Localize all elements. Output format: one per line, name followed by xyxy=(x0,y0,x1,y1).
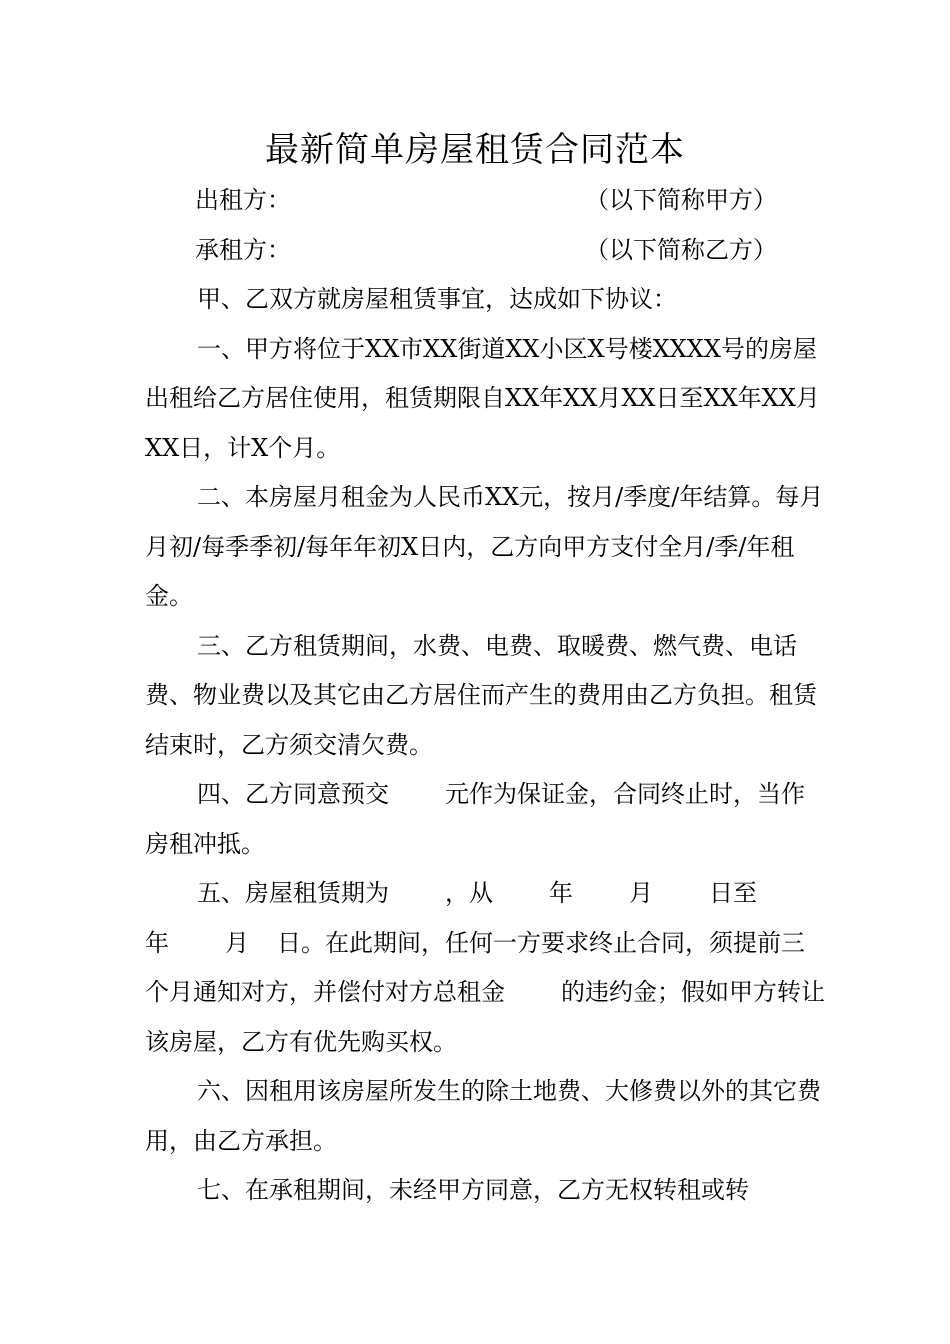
clause-5-part-d: 月 xyxy=(629,879,653,907)
lessee-line xyxy=(145,226,825,276)
lessor-label: 出租方： xyxy=(195,186,291,214)
clause-5-part-i: 的违约金；假如甲方转让该房屋，乙方有优先购买权。 xyxy=(145,978,825,1056)
intro-paragraph: 甲、乙双方就房屋租赁事宜，达成如下协议： xyxy=(197,285,677,313)
clause-3: 三、乙方租赁期间，水费、电费、取暖费、燃气费、电话费、物业费以及其它由乙方居住而产生的费用由乙方负担。租赁结束时，乙方须交清欠费。 xyxy=(145,631,817,759)
clause-4-part-b: 元作为保证金，合同终止时，当作房租冲抵。 xyxy=(145,780,805,858)
clause-7: 七、在承租期间，未经甲方同意，乙方无权转租或转 xyxy=(197,1176,749,1204)
clause-5-part-e: 日至 xyxy=(709,879,757,907)
lessee-label: 承租方： xyxy=(195,235,291,264)
lessee-note: （以下简称乙方） xyxy=(585,235,777,264)
clause-5-part-h: 日。在此期间，任何一方要求终止合同，须提前三个月通知对方，并偿付对方总租金 xyxy=(145,928,805,1006)
document-body xyxy=(145,176,825,1216)
clause-5-part-c: 年 xyxy=(549,879,573,907)
clause-6: 六、因租用该房屋所发生的除土地费、大修费以外的其它费用，由乙方承担。 xyxy=(145,1077,821,1155)
document-title: 最新简单房屋租赁合同范本 xyxy=(265,130,685,170)
lessor-line xyxy=(145,176,825,226)
clause-5-part-b: ，从 xyxy=(445,879,493,907)
clause-5-part-g: 月 xyxy=(225,928,249,957)
clause-2: 二、本房屋月租金为人民币XX元，按月/季度/年结算。每月月初/每季季初/每年年初X日内，乙方向甲方支付全月/季/年租金。 xyxy=(145,483,824,610)
lessor-note: （以下简称甲方） xyxy=(585,186,777,214)
clause-4-part-a: 四、乙方同意预交 xyxy=(197,780,389,808)
clause-4 xyxy=(145,770,825,869)
clause-1: 一、甲方将位于XX市XX街道XX小区X号楼XXXX号的房屋出租给乙方居住使用，租赁期限自XX年XX月XX日至XX年XX月XX日，计X个月。 xyxy=(145,334,820,462)
clause-5-part-f: 年 xyxy=(145,928,169,957)
clause-5 xyxy=(145,869,825,1067)
clause-5-part-a: 五、房屋租赁期为 xyxy=(197,879,389,907)
